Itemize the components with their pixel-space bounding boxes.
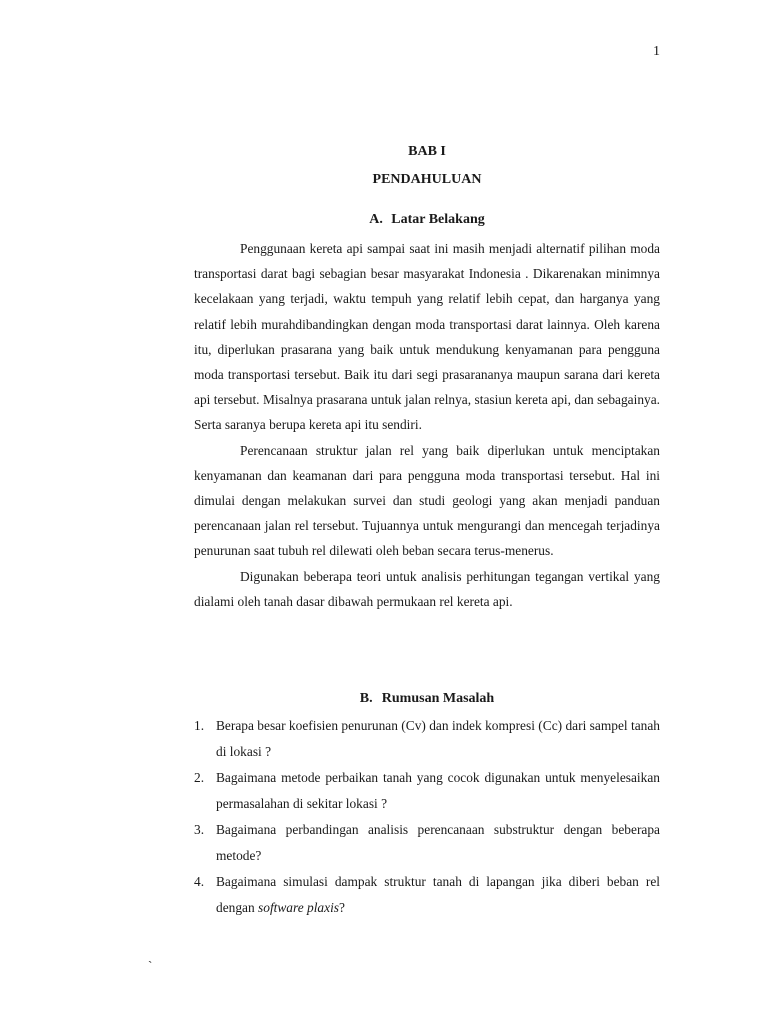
section-heading-rumusan-masalah (194, 691, 660, 707)
chapter-title: PENDAHULUAN (372, 172, 482, 187)
section-title: Rumusan Masalah (381, 691, 495, 706)
section-title: Latar Belakang (391, 212, 485, 227)
paragraph: Perencanaan struktur jalan rel yang baik diperlukan untuk menciptakan kenyamanan dan keamanan dari para pengguna moda transportasi tersebut. Hal ini dimulai dengan melakukan survei dan studi geologi yang akan menjadi panduan perencanaan jalan rel tersebut. Tujuannya untuk mengurangi dan mencegah terjadinya penurunan saat tubuh rel dilewati oleh beban secara terus-menerus. (194, 442, 660, 559)
list-number: 3. (194, 822, 205, 837)
section-letter: A. (369, 212, 383, 227)
list-item-text-end: ? (339, 900, 345, 915)
list-item-text: Bagaimana metode perbaikan tanah yang cocok digunakan untuk menyelesaikan permasalahan di sekitar lokasi ? (216, 770, 660, 811)
paragraph: Penggunaan kereta api sampai saat ini masih menjadi alternatif pilihan moda transportasi darat bagi sebagian besar masyarakat Indonesia . Dikarenakan minimnya kecelakaan yang terjadi, waktu tempuh yang relatif lebih cepat, dan harganya yang relatif lebih murahdibandingkan dengan moda transportasi darat lainnya. Oleh karena itu, diperlukan prasarana yang baik untuk mendukung kenyamanan para pengguna moda transportasi tersebut. Baik itu dari segi prasarananya maupun sarana dari kereta api tersebut. Misalnya prasarana untuk jalan relnya, stasiun kereta api, dan sebagainya. Serta saranya berupa kereta api itu sendiri. (194, 241, 660, 433)
list-item-text: Berapa besar koefisien penurunan (Cv) dan indek kompresi (Cc) dari sampel tanah di lokasi ? (216, 718, 660, 759)
page-number: 1 (653, 44, 660, 59)
software-name: software plaxis (258, 900, 339, 915)
list-item (194, 869, 660, 921)
list-item-text-plain: Bagaimana simulasi dampak struktur tanah di lapangan jika diberi beban rel dengan (216, 874, 660, 915)
list-number: 2. (194, 770, 205, 785)
list-item (194, 713, 660, 765)
list-item-text (216, 869, 660, 921)
list-number: 4. (194, 874, 205, 889)
section-letter: B. (359, 691, 373, 706)
list-item (194, 817, 660, 869)
chapter-number: BAB I (408, 144, 446, 159)
list-number: 1. (194, 718, 205, 733)
list-item (194, 765, 660, 817)
research-questions-list (194, 713, 660, 921)
paragraph: Digunakan beberapa teori untuk analisis perhitungan tegangan vertikal yang dialami oleh tanah dasar dibawah permukaan rel kereta api. (194, 568, 660, 609)
stray-mark: ` (148, 958, 153, 973)
latar-belakang-body (194, 236, 660, 614)
section-heading-latar-belakang (194, 212, 660, 228)
chapter-heading (194, 138, 660, 194)
list-item-text: Bagaimana perbandingan analisis perencanaan substruktur dengan beberapa metode? (216, 822, 660, 863)
